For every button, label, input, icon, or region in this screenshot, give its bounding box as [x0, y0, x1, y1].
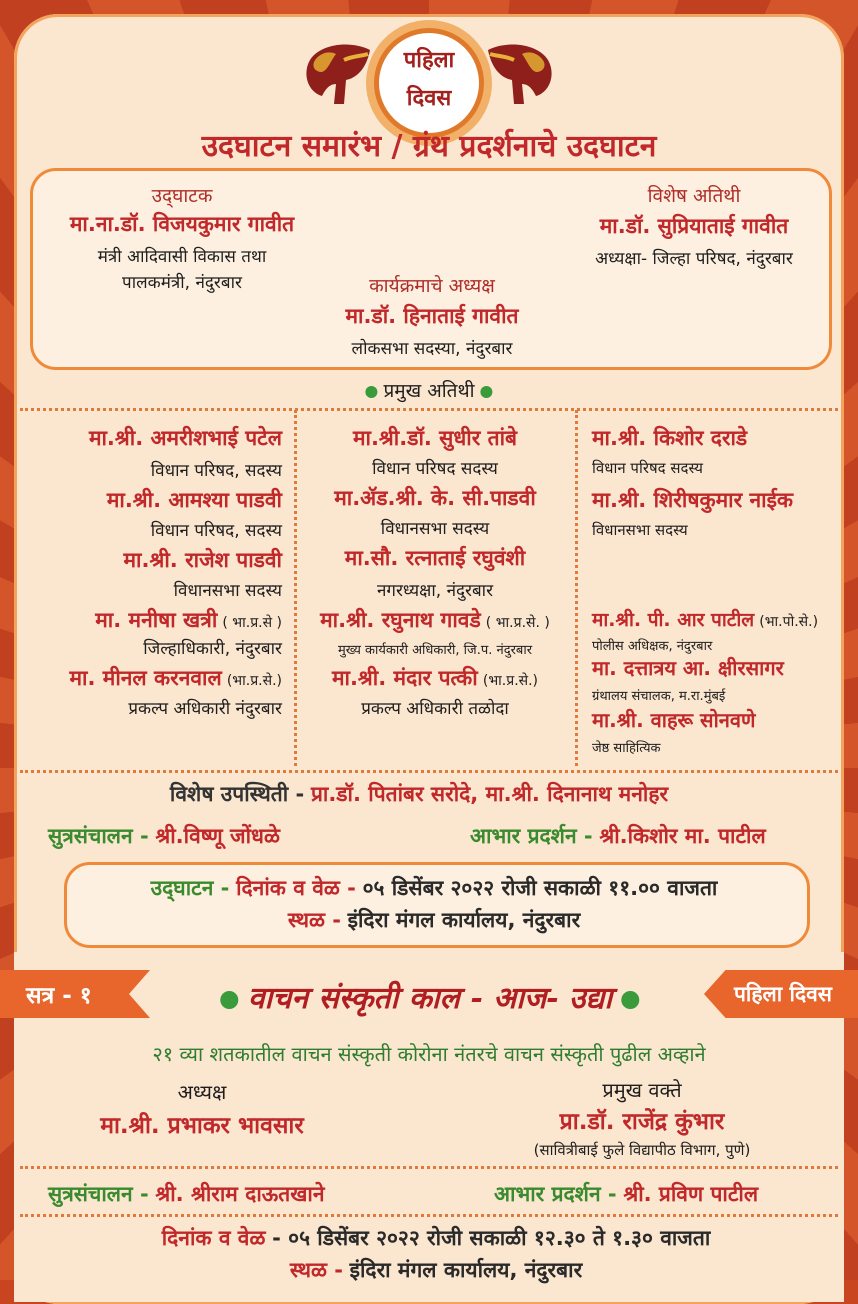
- president-name: मा.डॉ. हिनाताई गावीत: [345, 304, 519, 328]
- guest-desc: विधानसभा सदस्य: [173, 581, 282, 601]
- inauguration-date-row: [151, 874, 718, 902]
- divider: [20, 408, 838, 411]
- column-divider: [575, 410, 578, 766]
- guest-name: मा.श्री. मंदार पत्की: [331, 666, 478, 690]
- session-label: सत्र - १: [26, 983, 92, 1009]
- guest-name: मा.श्री. पी. आर पाटील: [592, 609, 755, 631]
- session-title: वाचन संस्कृती काल - आज- उद्या: [247, 981, 613, 1016]
- guest-name: मा.श्री.डॉ. सुधीर तांबे: [352, 426, 518, 450]
- session-thanks-value: श्री. प्रविण पाटील: [623, 1182, 759, 1206]
- session-date-label: दिनांक व वेळ: [161, 1226, 266, 1250]
- inauguration-label: उद्‌घाटन -: [150, 876, 230, 900]
- guest-name: मा. मीनल करनवाल: [69, 666, 222, 690]
- special-guest-desc: अध्यक्षा- जिल्हा परिषद, नंदुरबार: [595, 249, 793, 269]
- divider: [20, 1166, 838, 1169]
- speaker-label: प्रमुख वक्ते: [602, 1078, 682, 1102]
- chief-guests-heading-text: प्रमुख अतिथी: [383, 380, 475, 402]
- guest-name: मा.श्री. वाहरू सोनवणे: [592, 708, 756, 732]
- special-presence-value: प्रा.डॉ. पितांबर सरोदे, मा.श्री. दिनानाथ मनोहर: [310, 782, 669, 806]
- president-role: कार्यक्रमाचे अध्यक्ष: [369, 275, 495, 297]
- main-title: उदघाटन समारंभ / ग्रंथ प्रदर्शनाचे उदघाटन: [201, 129, 657, 164]
- guest-desc: विधान परिषद, सदस्य: [150, 521, 282, 541]
- divider: [20, 1214, 838, 1217]
- elephant-right-icon: [482, 40, 558, 110]
- special-guest-role: विशेष अतिथी: [647, 185, 741, 207]
- guest-desc: प्रकल्प अधिकारी नंदुरबार: [128, 699, 282, 719]
- badge-line2: दिवस: [406, 86, 452, 111]
- guest-desc: विधानसभा सदस्य: [380, 519, 490, 539]
- guest-desc: ग्रंथालय संचालक, म.रा.मुंबई: [592, 689, 726, 704]
- guest-name: मा.ॲड.श्री. के. सी.पाडवी: [334, 486, 536, 510]
- session-anchor-label: सुत्रसंचालन -: [48, 1182, 149, 1206]
- guest-suffix: ( भा.प्र.से ): [222, 615, 282, 631]
- anchor-label: सुत्रसंचालन -: [48, 824, 149, 848]
- guest-desc: प्रकल्प अधिकारी तळोदा: [361, 699, 509, 719]
- session-thanks-row: [494, 1180, 758, 1208]
- inaugurator-name: मा.ना.डॉ. विजयकुमार गावीत: [69, 212, 295, 236]
- anchor-row: [48, 822, 280, 850]
- guest-name: मा.श्री. राजेश पाडवी: [123, 548, 282, 572]
- anchor-value: श्री.विष्णू जोंधळे: [155, 824, 280, 848]
- special-guest-name: मा.डॉ. सुप्रियाताई गावीत: [599, 214, 789, 238]
- speaker-name: प्रा.डॉ. राजेंद्र कुंभार: [559, 1109, 725, 1135]
- guest-desc: नगरध्यक्षा, नंदुरबार: [376, 581, 494, 601]
- guest-name: मा.सौ. रत्नाताई रघुवंशी: [344, 546, 526, 570]
- session-venue-label: स्थळ -: [289, 1258, 343, 1282]
- guest-name: मा.श्री. आमश्या पाडवी: [106, 488, 282, 512]
- guest-desc: विधान परिषद, सदस्य: [150, 461, 282, 481]
- guest-desc: जिल्हाधिकारी, नंदुरबार: [143, 639, 282, 659]
- chair-name: मा.श्री. प्रभाकर भावसार: [100, 1113, 304, 1139]
- guest-suffix: (भा.प्र.से.): [482, 673, 539, 689]
- special-presence-label: विशेष उपस्थिती -: [169, 782, 305, 806]
- guest-suffix: ( भा.प्र.से. ): [485, 615, 550, 631]
- guest-name: मा. दत्तात्रय आ. क्षीरसागर: [592, 656, 784, 680]
- guest-name: मा.श्री. अमरीशभाई पटेल: [88, 426, 282, 450]
- venue-label: स्थळ -: [287, 908, 341, 932]
- session-date-value: - ०५ डिसेंबर २०२२ रोजी सकाळी १२.३० ते १.३० वाजता: [272, 1226, 711, 1250]
- guest-name: मा.श्री. रघुनाथ गावडे: [320, 608, 481, 632]
- guest-desc: विधान परिषद सदस्य: [592, 459, 704, 477]
- guest-name-row: [592, 606, 818, 632]
- session-date-row: [162, 1224, 711, 1252]
- divider: [20, 770, 838, 773]
- guest-name: मा.श्री. शिरीषकुमार नाईक: [592, 488, 794, 512]
- guest-name: मा. मनीषा खत्री: [95, 608, 218, 632]
- inauguration-date-value: ०५ डिसेंबर २०२२ रोजी सकाळी ११.०० वाजता: [362, 876, 718, 900]
- elephant-left-icon: [300, 40, 376, 110]
- green-dot-icon: [622, 991, 640, 1009]
- session-thanks-label: आभार प्रदर्शन -: [494, 1182, 617, 1206]
- chair-label: अध्यक्ष: [177, 1080, 227, 1104]
- session-anchor-value: श्री. श्रीराम दाऊतखाने: [155, 1182, 325, 1206]
- guest-desc: विधानसभा सदस्य: [592, 521, 688, 539]
- chief-guests-heading: [365, 377, 492, 403]
- thanks-row: [470, 822, 766, 850]
- special-presence-row: [170, 780, 668, 808]
- guest-desc: जेष्ठ साहित्यिक: [592, 741, 661, 756]
- speaker-desc: (सावित्रीबाई फुले विद्यापीठ विभाग, पुणे): [533, 1141, 751, 1159]
- guest-suffix: (भा.पो.से.): [759, 614, 819, 630]
- president-desc: लोकसभा सदस्या, नंदुरबार: [351, 339, 513, 359]
- guest-name-row: [95, 606, 282, 634]
- guest-name-row: [70, 664, 283, 692]
- guest-suffix: (भा.प्र.से.): [226, 673, 282, 689]
- column-divider: [294, 410, 297, 766]
- inaugurator-role: उद्‌घाटक: [151, 185, 213, 207]
- badge-line1: पहिला: [403, 48, 455, 73]
- date-time-label: दिनांक व वेळ -: [236, 876, 356, 900]
- session-anchor-row: [48, 1180, 325, 1208]
- inauguration-venue-row: [288, 906, 580, 934]
- thanks-label: आभार प्रदर्शन -: [470, 824, 593, 848]
- day-label: पहिला दिवस: [734, 982, 832, 1006]
- green-dot-icon: [220, 991, 238, 1009]
- green-dot-icon: [365, 386, 377, 398]
- thanks-value: श्री.किशोर मा. पाटील: [599, 824, 766, 848]
- inaugurator-desc2: पालकमंत्री, नंदुरबार: [122, 273, 242, 293]
- session-subtitle: २१ व्या शतकातील वाचन संस्कृती कोरोना नंतरचे वाचन संस्कृती पुढील अव्हाने: [152, 1042, 706, 1066]
- guest-desc: विधान परिषद सदस्य: [372, 459, 498, 479]
- guest-desc: पोलीस अधिक्षक, नंदुरबार: [592, 639, 713, 654]
- guest-name-row: [332, 664, 538, 692]
- guest-name-row: [320, 606, 550, 634]
- session-venue-value: इंदिरा मंगल कार्यालय, नंदुरबार: [349, 1258, 583, 1282]
- guest-name: मा.श्री. किशोर दराडे: [592, 426, 748, 450]
- venue-value: इंदिरा मंगल कार्यालय, नंदुरबार: [347, 908, 581, 932]
- session-title-row: [220, 976, 639, 1017]
- guest-desc: मुख्य कार्यकारी अधिकारी, जि.प. नंदुरबार: [337, 643, 533, 658]
- inaugurator-desc1: मंत्री आदिवासी विकास तथा: [97, 247, 267, 267]
- green-dot-icon: [481, 386, 493, 398]
